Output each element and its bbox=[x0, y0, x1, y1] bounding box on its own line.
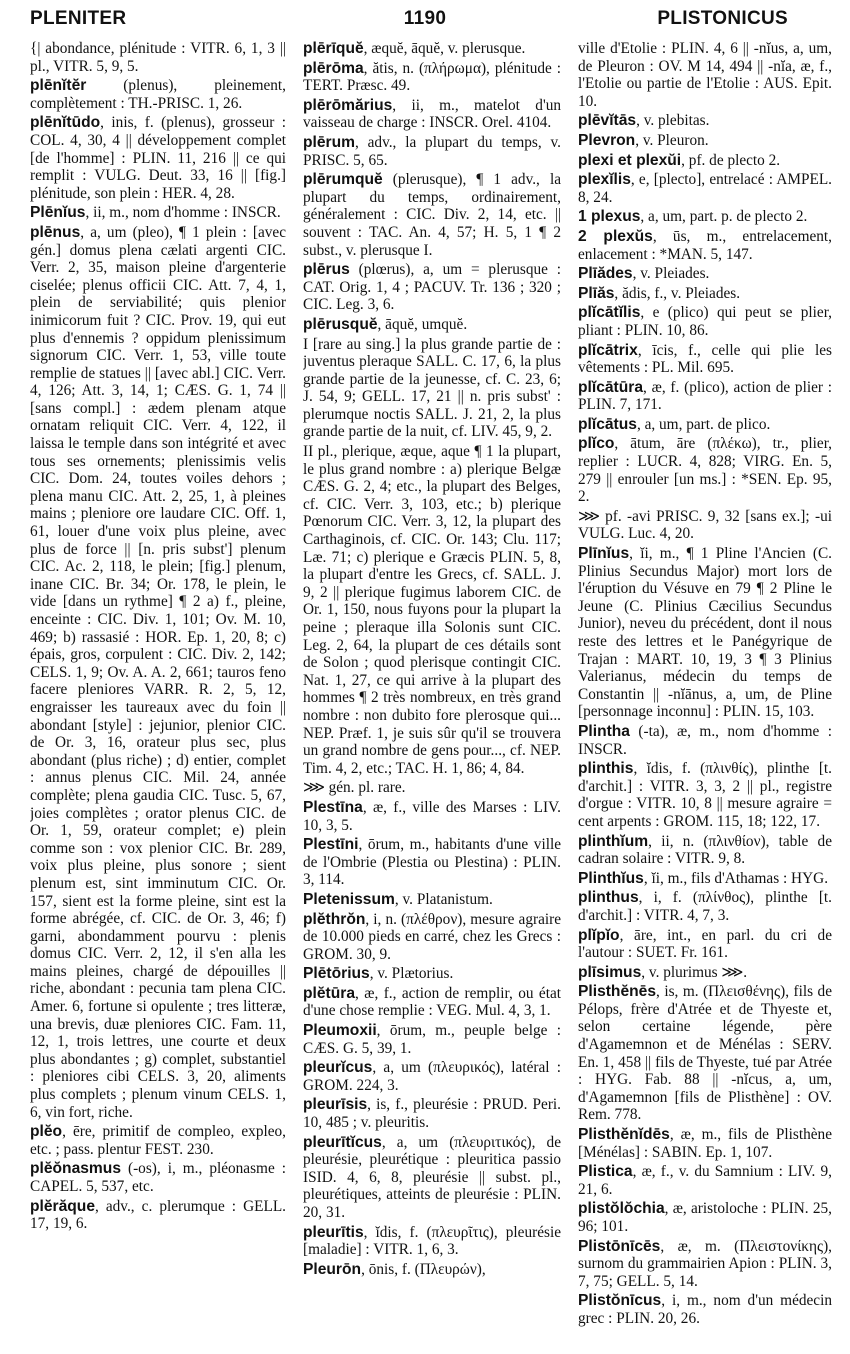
dictionary-entry: pleurītis, ĭdis, f. (πλευρῖτις), pleurésie [maladie] : VITR. 1, 6, 3. bbox=[303, 1223, 561, 1259]
dictionary-entry: plĭcātūra, æ, f. (plico), action de plier : PLIN. 7, 171. bbox=[578, 378, 832, 414]
dictionary-entry: plēnĭtūdo, inis, f. (plenus), grosseur : COL. 4, 30, 4 || développement complet [de l'homme] : PLIN. 11, 216 || ce qui remplit : VULG. Deut. 33, 16 || [fig.] plénitude, son plein : HER. 4, 28. bbox=[30, 114, 286, 202]
dictionary-entry: Plistōnīcēs, æ, m. (Πλειστονίκης), surnom du grammairien Apion : PLIN. 3, 7, 75; GELL. 5, 14. bbox=[578, 1237, 832, 1290]
dictionary-entry: Plisthĕnĭdēs, æ, m., fils de Plisthène [Ménélas] : SABIN. Ep. 1, 107. bbox=[578, 1126, 832, 1161]
dictionary-entry: 2 plexŭs, ūs, m., entrelacement, enlacement : *MAN. 5, 147. bbox=[578, 227, 832, 263]
dictionary-entry: Plistŏnīcus, i, m., nom d'un médecin grec : PLIN. 20, 26. bbox=[578, 1292, 832, 1327]
dictionary-entry: II pl., plerique, æque, aque ¶ 1 la plupart, le plus grand nombre : a) plerique Belgæ CÆS. G. 2, 4; etc., la plupart des Belges, cf. CIC. Verr. 3, 103, etc.; b) plerique Pœnorum CIC. Verr. 3, 12, la plupart des Carthaginois, cf. CIC. Or. 143; Clu. 117; Læ. 71; c) plerique e Græcis PLIN. 5, 8, la plupart d'entre les Grecs, cf. SALL. J. 9, 2 || plerique fugimus laborem CIC. de Or. 1, 150, nous fuyons pour la plupart la peine ; pleraque illa Solonis sunt CIC. Leg. 2, 64, la plupart de ces détails sont de Solon ; quod plerisque contingit CIC. Nat. 1, 27, ce qui arrive à la plupart des hommes ¶ 2 très nombreux, en très grand nombre : non dubito fore plerosque qui... NEP. Præf. 1, je suis sûr qu'il se trouvera un grand nombre de gens pour..., cf. NEP. Tim. 4, 2, etc.; TAC. H. 1, 86; 4, 84. bbox=[303, 443, 561, 777]
running-head-left: PLENITER bbox=[30, 8, 127, 29]
column-3 bbox=[578, 40, 832, 1345]
dictionary-entry: 1 plexus, a, um, part. p. de plecto 2. bbox=[578, 208, 808, 226]
dictionary-entry: Plēnĭus, ii, m., nom d'homme : INSCR. bbox=[30, 204, 281, 222]
dictionary-entry: plĕtūra, æ, f., action de remplir, ou état d'une chose remplie : VEG. Mul. 4, 3, 1. bbox=[303, 984, 561, 1020]
dictionary-entry: plĕo, ēre, primitif de compleo, expleo, etc. ; pass. plentur FEST. 230. bbox=[30, 1123, 286, 1158]
dictionary-entry: plīsimus, v. plurimus ⋙. bbox=[578, 963, 748, 981]
running-head-right: PLISTONICUS bbox=[657, 8, 788, 29]
dictionary-entry: pleurĭcus, a, um (πλευρικός), latéral : GROM. 224, 3. bbox=[303, 1059, 561, 1094]
dictionary-entry: plistŏlŏchia, æ, aristoloche : PLIN. 25, 96; 101. bbox=[578, 1200, 832, 1235]
dictionary-entry: ⋙ pf. -avi PRISC. 9, 32 [sans ex.]; -ui VULG. Luc. 4, 20. bbox=[578, 507, 832, 543]
dictionary-entry: pleurītĭcus, a, um (πλευριτικός), de pleurésie, pleurétique : pleuritica passio ISID. 4, 6, 8, pleurésie || subst. pl., pleurétiques, atteints de pleurésie : PLIN. 20, 31. bbox=[303, 1133, 561, 1221]
dictionary-entry: plĕrăque, adv., c. plerumque : GELL. 17, 19, 6. bbox=[30, 1197, 286, 1233]
dictionary-entry: Plestīna, æ, f., ville des Marses : LIV. 10, 3, 5. bbox=[303, 798, 561, 834]
dictionary-entry: plĭcātrix, īcis, f., celle qui plie les vêtements : PL. Mil. 695. bbox=[578, 341, 832, 377]
dictionary-entry: Pleumoxii, ōrum, m., peuple belge : CÆS. G. 5, 39, 1. bbox=[303, 1022, 561, 1057]
dictionary-entry: plĕŏnasmus (-os), i, m., pléonasme : CAPEL. 5, 537, etc. bbox=[30, 1160, 286, 1195]
dictionary-entry: Plevron, v. Pleuron. bbox=[578, 131, 709, 149]
dictionary-entry: plĕthrŏn, i, n. (πλέθρον), mesure agraire de 10.000 pieds en carré, chez les Grecs : GROM. 30, 9. bbox=[303, 910, 561, 963]
dictionary-entry: plĭcātus, a, um, part. de plico. bbox=[578, 415, 771, 433]
dictionary-entry: plinthis, ĭdis, f. (πλινθίς), plinthe [t. d'archit.] : VITR. 3, 3, 2 || pl., registre d'orgue : VITR. 10, 8 || mesure agraire = cent arpents : GROM. 115, 18; 122, 17. bbox=[578, 760, 832, 830]
dictionary-entry: Plinthĭus, ĭi, m., fils d'Athamas : HYG. bbox=[578, 869, 829, 887]
dictionary-entry: Plīădes, v. Pleiades. bbox=[578, 265, 710, 283]
column-1 bbox=[30, 40, 286, 1345]
dictionary-entry: {| abondance, plénitude : VITR. 6, 1, 3 || pl., VITR. 5, 9, 5. bbox=[30, 40, 286, 75]
dictionary-entry: plērumquĕ (plerusque), ¶ 1 adv., la plupart du temps, ordinairement, généralement : CIC. Div. 2, 14, etc. || souvent : TAC. An. 4, 57; H. 5, 1 ¶ 2 subst., v. plerusque I. bbox=[303, 171, 561, 259]
dictionary-entry: plērīquĕ, æquĕ, āquĕ, v. plerusque. bbox=[303, 40, 526, 57]
dictionary-entry: Pletenissum, v. Platanistum. bbox=[303, 890, 493, 908]
dictionary-entry: plēnus, a, um (pleo), ¶ 1 plein : [avec gén.] domus plena cælati argenti CIC. Verr. 2, 35, maison pleine d'argenterie ciselée; plenus officii CIC. Att. 7, 4, 1, plein de serviabilité; quis plenior inimicorum fuit ? CIC. Prov. 19, qui eut plus d'ennemis ? oppidum plenissimum signorum CIC. Verr. 1, 53, ville toute remplie de statues || [avec abl.] CIC. Verr. 4, 126; Att. 3, 14, 1; CÆS. G. 1, 74 || [sans compl.] : ædem plenam atque ornatam reliquit CIC. Verr. 4, 122, il laissa le temple dans son intégrité et avec tous ses ornements; plenissimis velis CIC. Dom. 24, toutes voiles dehors ; plena manu CIC. Att. 2, 25, 1, à pleines mains ; pleniore ore laudare CIC. Off. 1, 61, louer d'une voix plus pleine, avec plus de force || [n. pris subst'] plenum CIC. Ac. 2, 118, le plein; [fig.] plenum, inane CIC. Br. 34; Or. 178, le plein, le vide [dans un rythme] ¶ 2 a) f., pleine, enceinte : CIC. Div. 1, 101; Ov. M. 10, 469; b) rassasié : HOR. Ep. 1, 20, 8; c) épais, gros, corpulent : CIC. Div. 2, 142; CELS. 1, 9; Ov. A. A. 2, 661; tauros feno facere pleniores VARR. R. 2, 5, 12, engraisser les taureaux avec du foin || abondant [style] : jejunior, plenior CIC. de Or. 3, 16, orateur plus sec, plus abondant (plus riche) ; d) entier, complet : annus plenus CIC. Mil. 24, année complète; plena gaudia CIC. Tusc. 5, 67, joies complètes ; orator plenus CIC. de Or. 1, 59, orateur complet; e) plein comme son : vox plenior CIC. Br. 289, voix plus pleine, plus sonore ; sient plenum est, sint imminutum CIC. Or. 157, sient est la forme pleine, sint est la forme abrégée, cf. CIC. de Or. 3, 46; f) garni, abondamment pourvu : plenis domus CIC. Verr. 2, 12, il s'en alla les mains pleines, chargé de dépouilles || riche, abondant : pecunia tam plena CIC. Amer. 6, fortune si opulente ; tres litteræ, una brevis, duæ pleniores CIC. Fam. 11, 12, 1, trois lettres, une courte et deux plus abondantes ; g) complet, substantiel : pleniores cibi CELS. 3, 20, aliments plus complets ; plenum vinum CELS. 1, 6, vin fort, riche. bbox=[30, 223, 286, 1121]
dictionary-entry: Plētōrius, v. Plætorius. bbox=[303, 965, 454, 983]
dictionary-entry: plērusquĕ, āquĕ, umquĕ. bbox=[303, 315, 468, 333]
dictionary-entry: Plintha (-ta), æ, m., nom d'homme : INSCR. bbox=[578, 722, 832, 758]
dictionary-entry: plēnĭtĕr (plenus), pleinement, complètement : TH.-PRISC. 1, 26. bbox=[30, 77, 286, 112]
dictionary-entry: plērōma, ătis, n. (πλήρωμα), plénitude : TERT. Præsc. 49. bbox=[303, 59, 561, 95]
dictionary-entry: plinthĭum, ii, n. (πλινθίον), table de cadran solaire : VITR. 9, 8. bbox=[578, 832, 832, 868]
dictionary-entry: plērus (plœrus), a, um = plerusque : CAT. Orig. 1, 4 ; PACUV. Tr. 136 ; 320 ; CIC. Leg. 3, 6. bbox=[303, 261, 561, 314]
dictionary-entry: plērōmărius, ii, m., matelot d'un vaisseau de charge : INSCR. Orel. 4104. bbox=[303, 96, 561, 132]
page-header bbox=[0, 8, 850, 38]
dictionary-entry: plexĭlis, e, [plecto], entrelacé : AMPEL. 8, 24. bbox=[578, 171, 832, 206]
dictionary-entry: plērum, adv., la plupart du temps, v. PRISC. 5, 65. bbox=[303, 133, 561, 169]
dictionary-entry: plĭcātĭlis, e (plico) qui peut se plier, pliant : PLIN. 10, 86. bbox=[578, 304, 832, 339]
dictionary-entry: plĭco, ātum, āre (πλέκω), tr., plier, replier : LUCR. 4, 828; VIRG. En. 5, 279 || enrouler [un ms.] : *SEN. Ep. 95, 2. bbox=[578, 435, 832, 506]
dictionary-entry: Plistica, æ, f., v. du Samnium : LIV. 9, 21, 6. bbox=[578, 1163, 832, 1198]
dictionary-entry: Pleurōn, ōnis, f. (Πλευρών), bbox=[303, 1260, 486, 1278]
dictionary-entry: I [rare au sing.] la plus grande partie de : juventus pleraque SALL. C. 17, 6, la plus grande partie de la jeunesse, cf. C. 23, 6; J. 54, 9; GELL. 17, 21 || n. pris subst' : plerumque noctis SALL. J. 21, 2, la plus grande partie de la nuit, cf. LIV. 45, 9, 2. bbox=[303, 335, 561, 441]
dictionary-entry: plexi et plexŭi, pf. de plecto 2. bbox=[578, 151, 781, 169]
dictionary-entry: pleurīsis, is, f., pleurésie : PRUD. Peri. 10, 485 ; v. pleuritis. bbox=[303, 1096, 561, 1132]
dictionary-entry: Plisthĕnēs, is, m. (Πλεισθένης), fils de Pélops, frère d'Atrée et de Thyeste et, selon certaine légende, père d'Agamemnon et de Ménélas : SERV. En. 1, 458 || fils de Thyeste, tué par Atrée : HYG. Fab. 88 || -nĭcus, a, um, d'Agamemnon [fils de Plisthène] : OV. Rem. 778. bbox=[578, 983, 832, 1124]
dictionary-entry: plĭpĭo, āre, int., en parl. du cri de l'autour : SUET. Fr. 161. bbox=[578, 926, 832, 962]
dictionary-entry: ⋙ gén. pl. rare. bbox=[303, 779, 406, 797]
dictionary-entry: Plīnĭus, ĭi, m., ¶ 1 Pline l'Ancien (C. Plinius Secundus Major) mort lors de l'éruption du Vésuve en 79 ¶ 2 Pline le Jeune (C. Plinius Cæcilius Secundus Junior), neveu du précédent, dont il nous reste des lettres et le Panégyrique de Trajan : MART. 10, 19, 3 ¶ 3 Plinius Valerianus, médecin du temps de Constantin || -nĭānus, a, um, de Pline [personnage inconnu] : PLIN. 15, 103. bbox=[578, 545, 832, 721]
dictionary-entry: plinthus, i, f. (πλίνθος), plinthe [t. d'archit.] : VITR. 4, 7, 3. bbox=[578, 889, 832, 924]
dictionary-entry: Plīăs, ădis, f., v. Pleiades. bbox=[578, 284, 741, 302]
page-number: 1190 bbox=[403, 8, 447, 29]
dictionary-entry: Plestīni, ōrum, m., habitants d'une ville de l'Ombrie (Plestia ou Plestina) : PLIN. 3, 114. bbox=[303, 836, 561, 889]
column-2 bbox=[303, 40, 561, 1345]
dictionary-entry: ville d'Etolie : PLIN. 4, 6 || -nĭus, a, um, de Pleuron : OV. M 14, 494 || -nĭa, æ, f., l'Etolie ou partie de l'Etolie : AUS. Epit. 10. bbox=[578, 40, 832, 110]
dictionary-entry: plēvĭtās, v. plebitas. bbox=[578, 112, 710, 130]
